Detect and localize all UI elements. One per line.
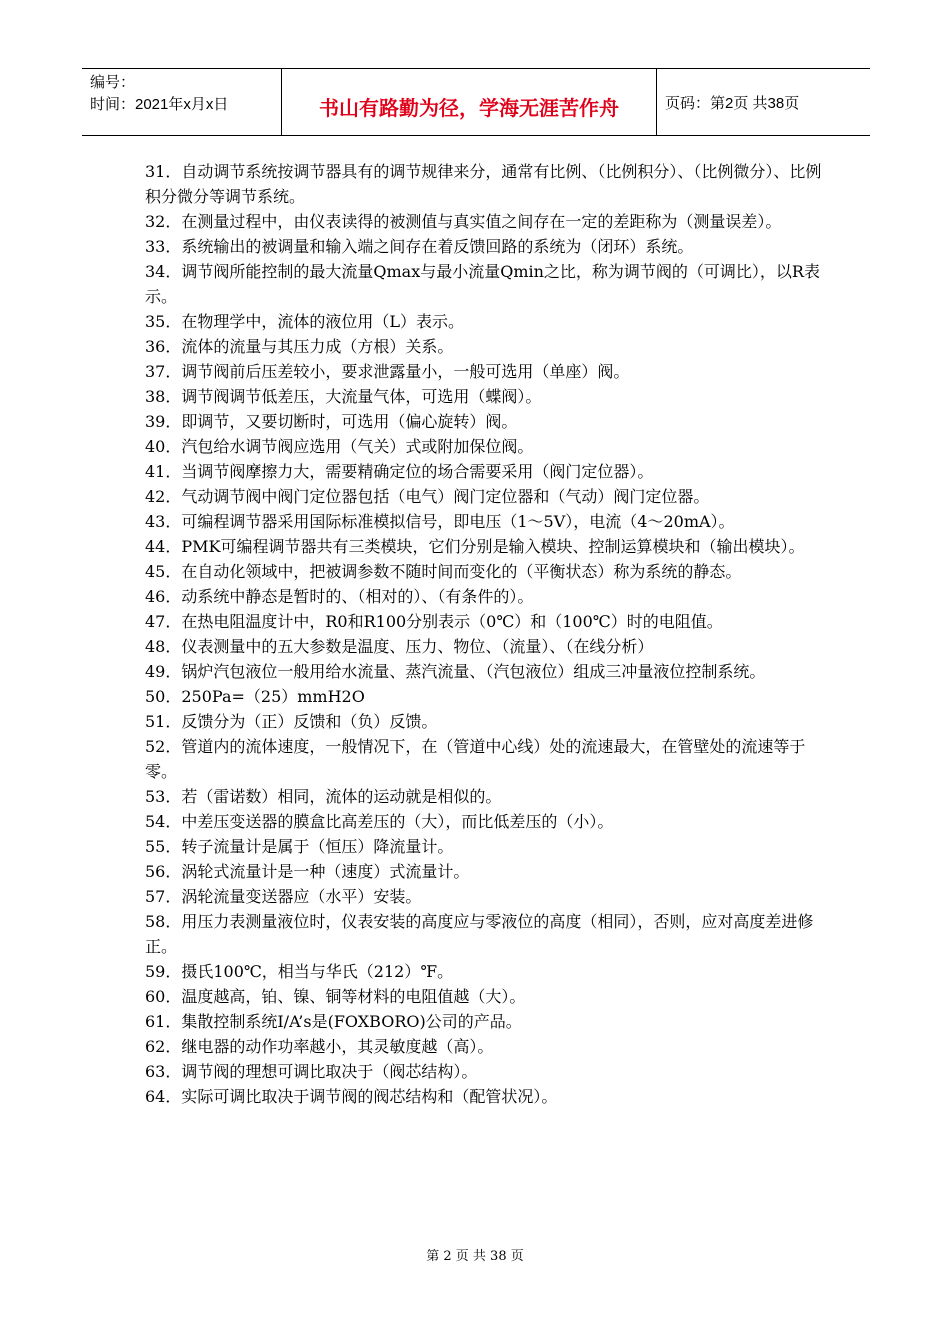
page-info: 页码：第2页 共38页	[665, 94, 800, 112]
number-label: 编号：	[90, 74, 136, 91]
list-item: 62．继电器的动作功率越小，其灵敏度越（高）。	[145, 1037, 494, 1056]
header-page-cell	[657, 69, 870, 135]
list-item: 44．PMK可编程调节器共有三类模块，它们分别是输入模块、控制运算模块和（输出模块）。	[145, 537, 805, 556]
header-motto-cell	[282, 69, 657, 135]
list-item: 63．调节阀的理想可调比取决于（阀芯结构）。	[145, 1062, 478, 1081]
list-item: 41．当调节阀摩擦力大，需要精确定位的场合需要采用（阀门定位器）。	[145, 462, 654, 481]
list-item: 52．管道内的流体速度，一般情况下，在（管道中心线）处的流速最大，在管壁处的流速等于零。	[145, 737, 806, 781]
list-item: 51．反馈分为（正）反馈和（负）反馈。	[145, 712, 438, 731]
list-item: 48．仪表测量中的五大参数是温度、压力、物位、（流量）、（在线分析）	[145, 637, 654, 656]
list-item: 57．涡轮流量变送器应（水平）安装。	[145, 887, 422, 906]
list-item: 49．锅炉汽包液位一般用给水流量、蒸汽流量、（汽包液位）组成三冲量液位控制系统。	[145, 662, 766, 681]
list-item: 36．流体的流量与其压力成（方根）关系。	[145, 337, 454, 356]
list-item: 32．在测量过程中，由仪表读得的被测值与真实值之间存在一定的差距称为（测量误差）。	[145, 212, 782, 231]
list-item: 39．即调节，又要切断时，可选用（偏心旋转）阀。	[145, 412, 518, 431]
list-item: 42．气动调节阀中阀门定位器包括（电气）阀门定位器和（气动）阀门定位器。	[145, 487, 710, 506]
list-item: 47．在热电阻温度计中，R0和R100分别表示（0℃）和（100℃）时的电阻值。	[145, 612, 723, 631]
list-item: 50．250Pa=（25）mmH2O	[145, 687, 365, 706]
list-item: 38．调节阀调节低差压，大流量气体，可选用（蝶阀）。	[145, 387, 542, 406]
list-item: 58．用压力表测量液位时，仪表安装的高度应与零液位的高度（相同），否则，应对高度差进修正。	[145, 912, 814, 956]
page-header	[82, 68, 870, 136]
list-item: 34．调节阀所能控制的最大流量Qmax与最小流量Qmin之比，称为调节阀的（可调比），以R表示。	[145, 262, 820, 306]
list-item: 56．涡轮式流量计是一种（速度）式流量计。	[145, 862, 470, 881]
footer-page-number: 第 2 页 共 38 页	[426, 1249, 524, 1264]
list-item: 64．实际可调比取决于调节阀的阀芯结构和（配管状况）。	[145, 1087, 558, 1106]
motto-text: 书山有路勤为径，学海无涯苦作舟	[319, 95, 619, 120]
list-item: 31．自动调节系统按调节器具有的调节规律来分，通常有比例、（比例积分）、（比例微分）、比例积分微分等调节系统。	[145, 162, 822, 206]
list-item: 33．系统输出的被调量和输入端之间存在着反馈回路的系统为（闭环）系统。	[145, 237, 694, 256]
list-item: 55．转子流量计是属于（恒压）降流量计。	[145, 837, 454, 856]
list-item: 61．集散控制系统I/A’s是(FOXBORO)公司的产品。	[145, 1012, 522, 1031]
list-item: 37．调节阀前后压差较小，要求泄露量小，一般可选用（单座）阀。	[145, 362, 630, 381]
list-item: 46．动系统中静态是暂时的、（相对的）、（有条件的）。	[145, 587, 534, 606]
page-footer	[0, 1245, 950, 1264]
list-item: 43．可编程调节器采用国际标准模拟信号，即电压（1～5V），电流（4～20mA）。	[145, 512, 735, 531]
list-item: 54．中差压变送器的膜盒比高差压的（大），而比低差压的（小）。	[145, 812, 614, 831]
time-label: 时间：2021年x月x日	[90, 96, 229, 113]
list-item: 40．汽包给水调节阀应选用（气关）式或附加保位阀。	[145, 437, 534, 456]
list-item: 59．摄氏100℃，相当与华氏（212）℉。	[145, 962, 454, 981]
list-item: 53．若（雷诺数）相同，流体的运动就是相似的。	[145, 787, 502, 806]
list-item: 45．在自动化领域中，把被调参数不随时间而变化的（平衡状态）称为系统的静态。	[145, 562, 742, 581]
question-list	[145, 159, 825, 1109]
list-item: 35．在物理学中，流体的液位用（L）表示。	[145, 312, 464, 331]
list-item: 60．温度越高，铂、镍、铜等材料的电阻值越（大）。	[145, 987, 526, 1006]
header-left-cell	[82, 69, 282, 135]
